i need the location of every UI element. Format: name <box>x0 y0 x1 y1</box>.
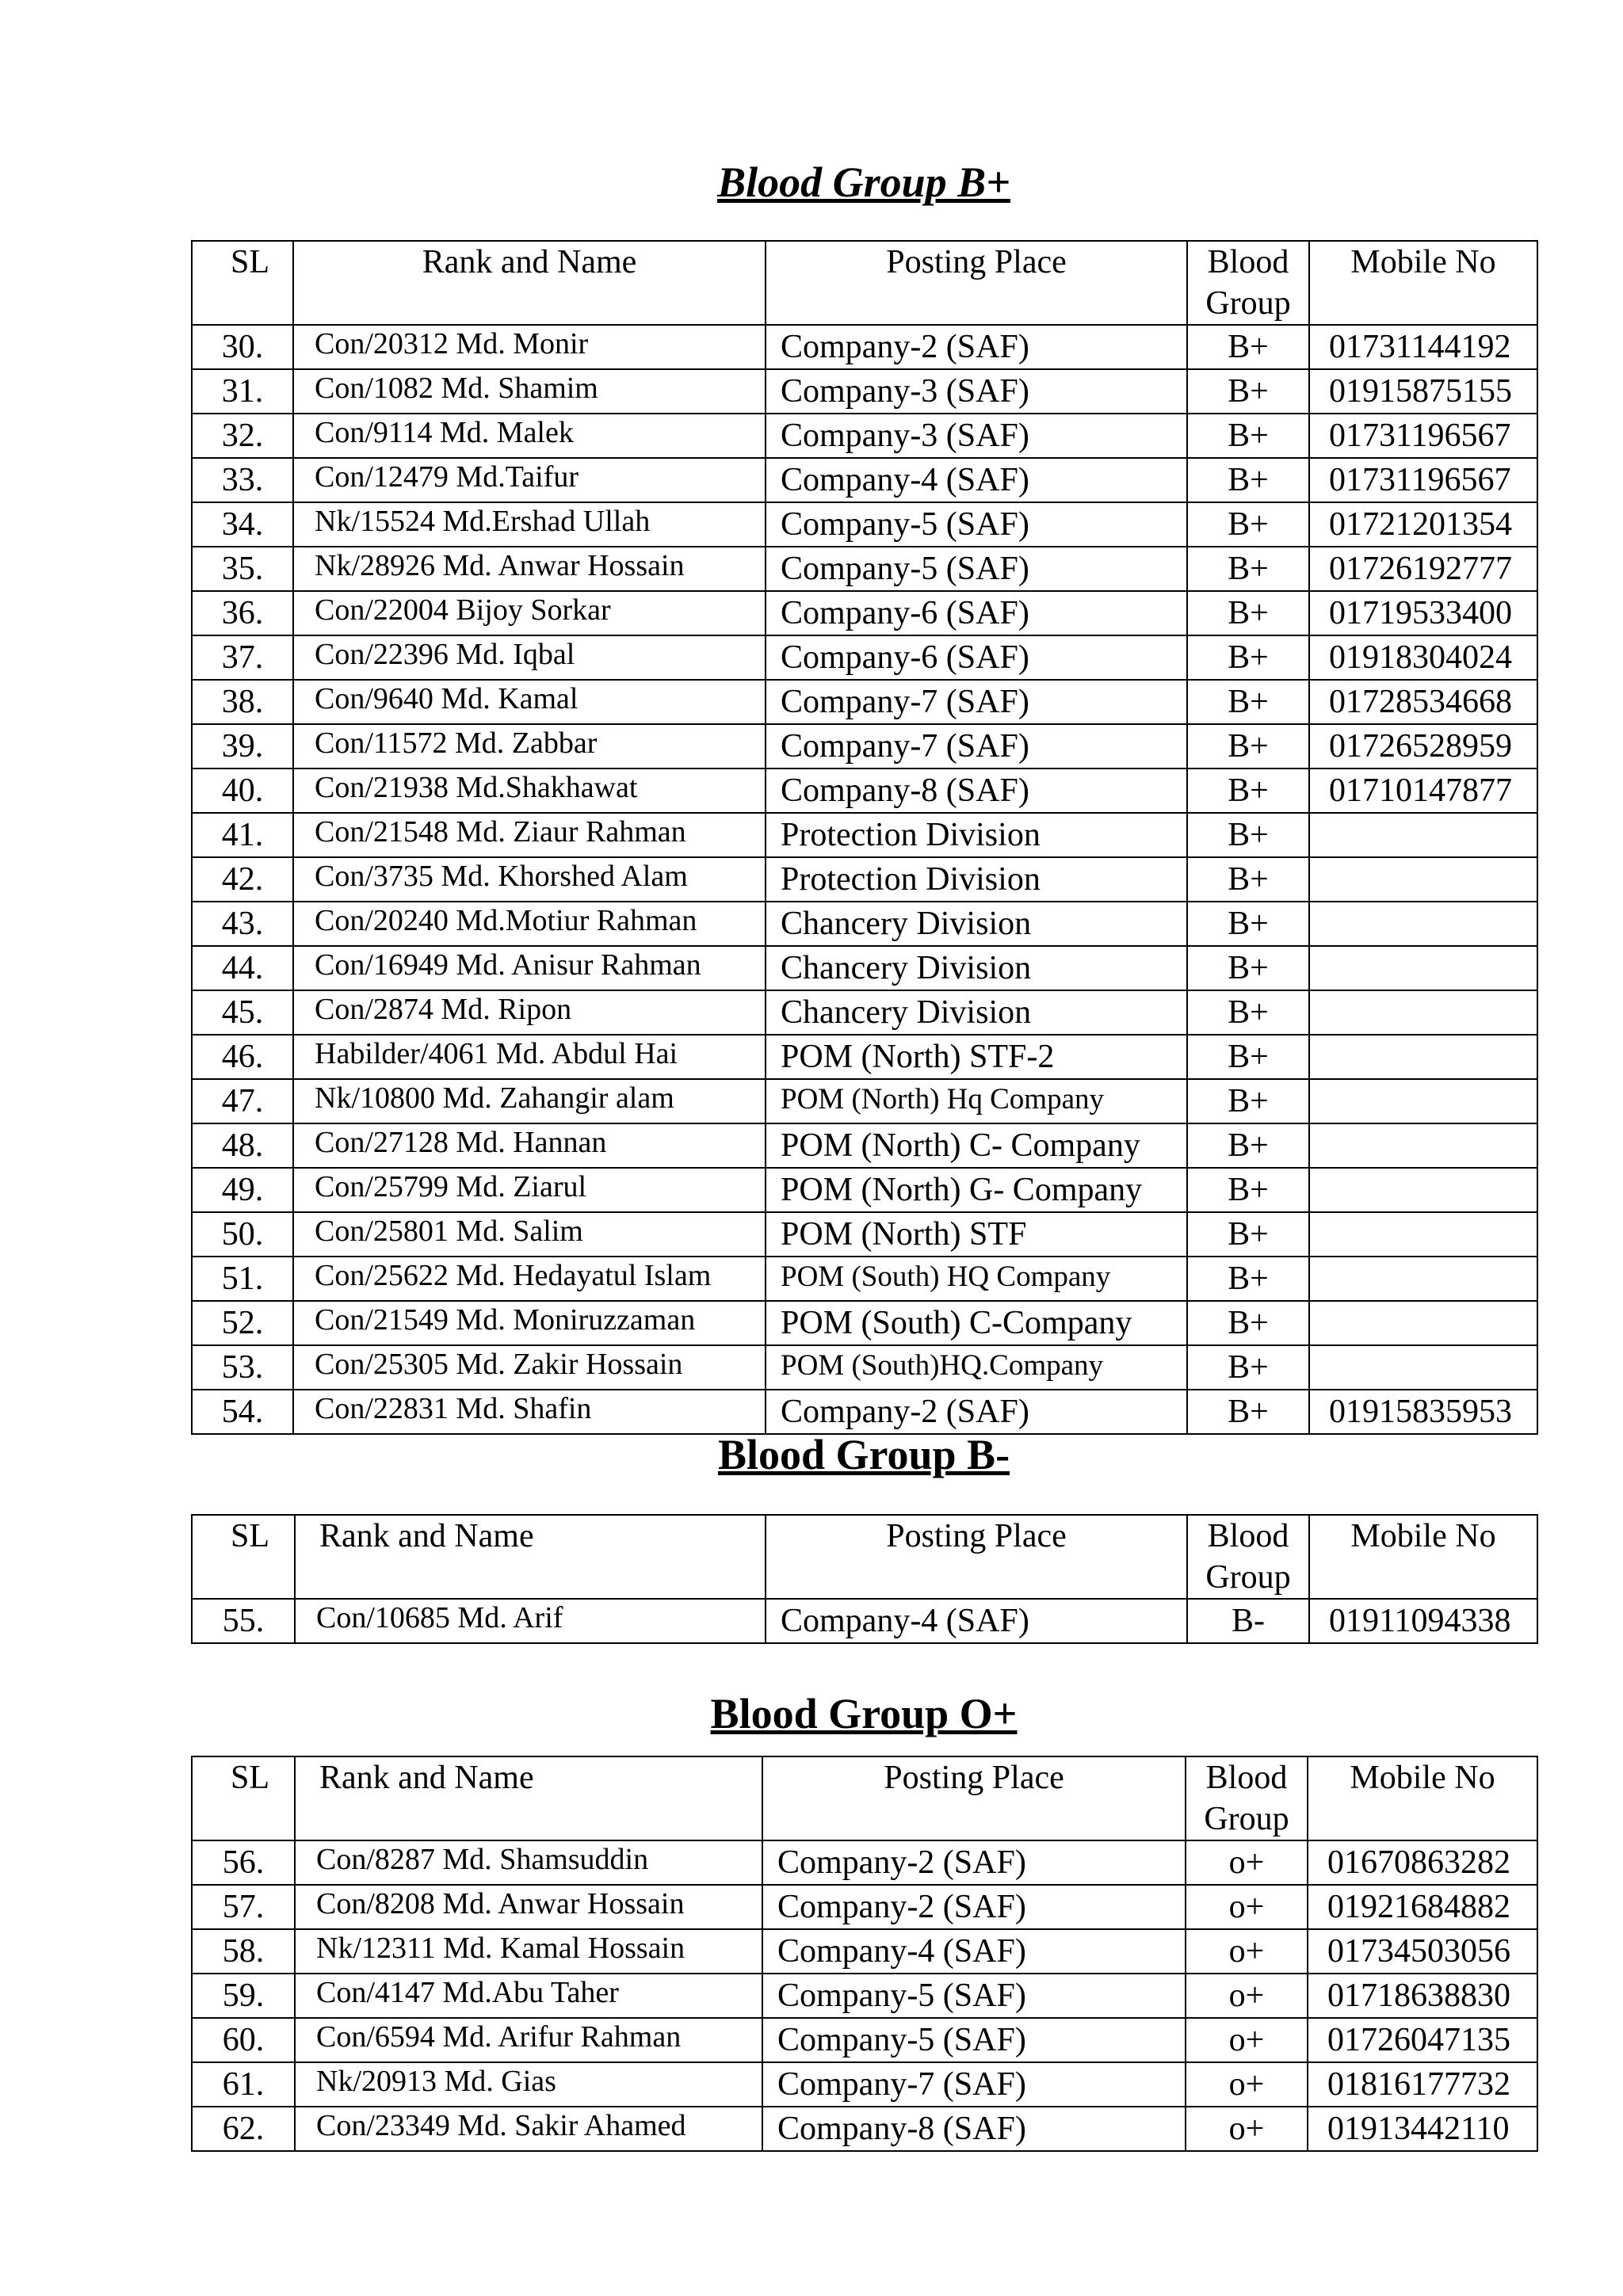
cell-rank-name: Nk/20913 Md. Gias <box>295 2062 762 2107</box>
cell-posting-place: Protection Division <box>766 813 1187 857</box>
cell-sl: 40. <box>192 769 293 813</box>
cell-mobile-no <box>1309 813 1537 857</box>
cell-blood-group: B+ <box>1187 1345 1309 1390</box>
table-b-negative <box>191 1514 1538 1644</box>
table-row <box>192 1301 1537 1345</box>
header-rank-name: Rank and Name <box>293 241 766 325</box>
table-row <box>192 1123 1537 1168</box>
cell-mobile-no: 01913442110 <box>1308 2107 1537 2151</box>
cell-blood-group: B+ <box>1187 1079 1309 1123</box>
cell-rank-name: Con/10685 Md. Arif <box>295 1599 766 1643</box>
table-row <box>192 1212 1537 1257</box>
cell-rank-name: Con/25799 Md. Ziarul <box>293 1168 766 1212</box>
cell-mobile-no: 01728534668 <box>1309 680 1537 724</box>
cell-posting-place: POM (North) STF <box>766 1212 1187 1257</box>
cell-sl: 50. <box>192 1212 293 1257</box>
cell-rank-name: Con/25801 Md. Salim <box>293 1212 766 1257</box>
cell-posting-place: POM (South) C-Company <box>766 1301 1187 1345</box>
cell-posting-place: Company-3 (SAF) <box>766 414 1187 458</box>
table-row <box>192 2018 1537 2062</box>
table-row <box>192 1885 1537 1929</box>
cell-blood-group: B+ <box>1187 325 1309 369</box>
cell-mobile-no: 01731144192 <box>1309 325 1537 369</box>
table-o-positive <box>191 1756 1538 2152</box>
cell-sl: 39. <box>192 724 293 769</box>
cell-blood-group: B+ <box>1187 990 1309 1035</box>
cell-blood-group: B+ <box>1187 902 1309 946</box>
cell-blood-group: B+ <box>1187 414 1309 458</box>
table-row <box>192 1079 1537 1123</box>
header-mobile-no: Mobile No <box>1309 241 1537 325</box>
header-posting-place: Posting Place <box>762 1756 1186 1840</box>
cell-posting-place: Company-5 (SAF) <box>762 2018 1186 2062</box>
cell-blood-group: B+ <box>1187 946 1309 990</box>
cell-sl: 42. <box>192 857 293 902</box>
cell-posting-place: Company-2 (SAF) <box>762 1885 1186 1929</box>
cell-blood-group: B+ <box>1187 1301 1309 1345</box>
cell-sl: 52. <box>192 1301 293 1345</box>
cell-mobile-no <box>1309 1212 1537 1257</box>
cell-posting-place: Company-7 (SAF) <box>766 680 1187 724</box>
cell-blood-group: o+ <box>1186 2018 1308 2062</box>
cell-blood-group: B+ <box>1187 502 1309 547</box>
table-row <box>192 1035 1537 1079</box>
cell-mobile-no: 01726528959 <box>1309 724 1537 769</box>
table-row <box>192 1929 1537 1974</box>
cell-rank-name: Con/9114 Md. Malek <box>293 414 766 458</box>
table-row <box>192 1168 1537 1212</box>
cell-blood-group: o+ <box>1186 2107 1308 2151</box>
cell-sl: 55. <box>192 1599 295 1643</box>
cell-mobile-no: 01731196567 <box>1309 458 1537 502</box>
table-row <box>192 857 1537 902</box>
cell-mobile-no <box>1309 1079 1537 1123</box>
table-row <box>192 902 1537 946</box>
cell-mobile-no <box>1309 1168 1537 1212</box>
cell-sl: 35. <box>192 547 293 591</box>
cell-rank-name: Con/22004 Bijoy Sorkar <box>293 591 766 635</box>
cell-posting-place: Company-7 (SAF) <box>766 724 1187 769</box>
cell-rank-name: Con/25622 Md. Hedayatul Islam <box>293 1257 766 1301</box>
cell-mobile-no: 01918304024 <box>1309 635 1537 680</box>
header-sl: SL <box>192 1756 295 1840</box>
cell-rank-name: Con/1082 Md. Shamim <box>293 369 766 414</box>
cell-mobile-no: 01915875155 <box>1309 369 1537 414</box>
cell-rank-name: Con/4147 Md.Abu Taher <box>295 1974 762 2018</box>
table-row <box>192 1257 1537 1301</box>
cell-sl: 38. <box>192 680 293 724</box>
cell-posting-place: POM (North) STF-2 <box>766 1035 1187 1079</box>
table-row <box>192 547 1537 591</box>
cell-posting-place: Company-2 (SAF) <box>762 1840 1186 1885</box>
header-blood-group: Blood Group <box>1186 1756 1308 1840</box>
cell-rank-name: Con/8208 Md. Anwar Hossain <box>295 1885 762 1929</box>
cell-posting-place: Company-4 (SAF) <box>766 1599 1187 1643</box>
header-rank-name: Rank and Name <box>295 1515 766 1599</box>
cell-posting-place: Company-2 (SAF) <box>766 1390 1187 1434</box>
cell-blood-group: B+ <box>1187 680 1309 724</box>
section-title-b-positive: Blood Group B+ <box>717 158 1010 206</box>
table-row <box>192 635 1537 680</box>
header-mobile-no: Mobile No <box>1309 1515 1537 1599</box>
cell-blood-group: B+ <box>1187 724 1309 769</box>
table-header-row <box>192 1756 1537 1840</box>
cell-rank-name: Con/20240 Md.Motiur Rahman <box>293 902 766 946</box>
cell-sl: 30. <box>192 325 293 369</box>
header-mobile-no: Mobile No <box>1308 1756 1537 1840</box>
cell-mobile-no: 01710147877 <box>1309 769 1537 813</box>
cell-rank-name: Con/2874 Md. Ripon <box>293 990 766 1035</box>
table-row <box>192 2107 1537 2151</box>
cell-rank-name: Con/6594 Md. Arifur Rahman <box>295 2018 762 2062</box>
cell-rank-name: Nk/28926 Md. Anwar Hossain <box>293 547 766 591</box>
cell-sl: 62. <box>192 2107 295 2151</box>
table-header-row <box>192 1515 1537 1599</box>
cell-sl: 43. <box>192 902 293 946</box>
cell-sl: 45. <box>192 990 293 1035</box>
cell-blood-group: B+ <box>1187 1035 1309 1079</box>
cell-sl: 41. <box>192 813 293 857</box>
table-row <box>192 591 1537 635</box>
cell-posting-place: POM (North) C- Company <box>766 1123 1187 1168</box>
cell-posting-place: Company-5 (SAF) <box>766 547 1187 591</box>
cell-sl: 61. <box>192 2062 295 2107</box>
cell-rank-name: Con/16949 Md. Anisur Rahman <box>293 946 766 990</box>
cell-blood-group: B+ <box>1187 547 1309 591</box>
cell-mobile-no: 01726192777 <box>1309 547 1537 591</box>
table-row <box>192 414 1537 458</box>
cell-posting-place: Company-3 (SAF) <box>766 369 1187 414</box>
cell-sl: 44. <box>192 946 293 990</box>
cell-blood-group: B+ <box>1187 458 1309 502</box>
cell-mobile-no: 01734503056 <box>1308 1929 1537 1974</box>
header-posting-place: Posting Place <box>766 241 1187 325</box>
cell-sl: 57. <box>192 1885 295 1929</box>
table-row <box>192 769 1537 813</box>
header-rank-name: Rank and Name <box>295 1756 762 1840</box>
cell-sl: 33. <box>192 458 293 502</box>
cell-sl: 49. <box>192 1168 293 1212</box>
cell-mobile-no <box>1309 1123 1537 1168</box>
cell-rank-name: Con/12479 Md.Taifur <box>293 458 766 502</box>
cell-blood-group: o+ <box>1186 1840 1308 1885</box>
cell-sl: 34. <box>192 502 293 547</box>
cell-mobile-no: 01670863282 <box>1308 1840 1537 1885</box>
cell-sl: 31. <box>192 369 293 414</box>
table-row <box>192 946 1537 990</box>
cell-rank-name: Con/21938 Md.Shakhawat <box>293 769 766 813</box>
cell-blood-group: B+ <box>1187 1390 1309 1434</box>
cell-sl: 58. <box>192 1929 295 1974</box>
header-posting-place: Posting Place <box>766 1515 1187 1599</box>
cell-rank-name: Nk/10800 Md. Zahangir alam <box>293 1079 766 1123</box>
cell-sl: 37. <box>192 635 293 680</box>
cell-posting-place: POM (South) HQ Company <box>766 1257 1187 1301</box>
cell-rank-name: Con/20312 Md. Monir <box>293 325 766 369</box>
cell-blood-group: o+ <box>1186 2062 1308 2107</box>
section-title-o-positive: Blood Group O+ <box>710 1690 1018 1737</box>
cell-blood-group: B+ <box>1187 591 1309 635</box>
cell-blood-group: B+ <box>1187 635 1309 680</box>
cell-sl: 54. <box>192 1390 293 1434</box>
cell-rank-name: Con/9640 Md. Kamal <box>293 680 766 724</box>
cell-sl: 47. <box>192 1079 293 1123</box>
cell-mobile-no: 01731196567 <box>1309 414 1537 458</box>
table-row <box>192 1345 1537 1390</box>
cell-mobile-no: 01721201354 <box>1309 502 1537 547</box>
cell-mobile-no: 01726047135 <box>1308 2018 1537 2062</box>
cell-posting-place: Chancery Division <box>766 902 1187 946</box>
cell-mobile-no: 01719533400 <box>1309 591 1537 635</box>
table-row <box>192 502 1537 547</box>
cell-sl: 36. <box>192 591 293 635</box>
cell-posting-place: Company-2 (SAF) <box>766 325 1187 369</box>
cell-blood-group: o+ <box>1186 1885 1308 1929</box>
header-sl: SL <box>192 241 293 325</box>
cell-mobile-no <box>1309 990 1537 1035</box>
table-row <box>192 813 1537 857</box>
cell-rank-name: Con/22831 Md. Shafin <box>293 1390 766 1434</box>
cell-sl: 59. <box>192 1974 295 2018</box>
cell-posting-place: Company-5 (SAF) <box>762 1974 1186 2018</box>
cell-posting-place: Chancery Division <box>766 990 1187 1035</box>
table-header-row <box>192 241 1537 325</box>
cell-blood-group: B+ <box>1187 813 1309 857</box>
cell-posting-place: POM (North) Hq Company <box>766 1079 1187 1123</box>
cell-sl: 32. <box>192 414 293 458</box>
table-row <box>192 1840 1537 1885</box>
table-row <box>192 990 1537 1035</box>
cell-rank-name: Nk/15524 Md.Ershad Ullah <box>293 502 766 547</box>
cell-mobile-no: 01915835953 <box>1309 1390 1537 1434</box>
header-blood-group: Blood Group <box>1187 241 1309 325</box>
cell-posting-place: Company-8 (SAF) <box>762 2107 1186 2151</box>
cell-posting-place: Company-4 (SAF) <box>766 458 1187 502</box>
cell-blood-group: o+ <box>1186 1974 1308 2018</box>
cell-blood-group: B+ <box>1187 1257 1309 1301</box>
cell-blood-group: B+ <box>1187 857 1309 902</box>
table-row <box>192 325 1537 369</box>
cell-posting-place: Company-7 (SAF) <box>762 2062 1186 2107</box>
cell-sl: 48. <box>192 1123 293 1168</box>
cell-rank-name: Nk/12311 Md. Kamal Hossain <box>295 1929 762 1974</box>
cell-blood-group: o+ <box>1186 1929 1308 1974</box>
table-row <box>192 1390 1537 1434</box>
cell-sl: 53. <box>192 1345 293 1390</box>
cell-mobile-no <box>1309 1301 1537 1345</box>
cell-posting-place: POM (South)HQ.Company <box>766 1345 1187 1390</box>
header-sl: SL <box>192 1515 295 1599</box>
cell-mobile-no: 01816177732 <box>1308 2062 1537 2107</box>
cell-blood-group: B+ <box>1187 369 1309 414</box>
cell-blood-group: B+ <box>1187 1212 1309 1257</box>
cell-posting-place: Company-6 (SAF) <box>766 635 1187 680</box>
cell-mobile-no: 01718638830 <box>1308 1974 1537 2018</box>
table-b-positive <box>191 240 1538 1435</box>
table-row <box>192 458 1537 502</box>
cell-posting-place: Company-4 (SAF) <box>762 1929 1186 1974</box>
table-row <box>192 680 1537 724</box>
cell-posting-place: Chancery Division <box>766 946 1187 990</box>
cell-rank-name: Con/8287 Md. Shamsuddin <box>295 1840 762 1885</box>
cell-posting-place: Company-8 (SAF) <box>766 769 1187 813</box>
cell-rank-name: Con/25305 Md. Zakir Hossain <box>293 1345 766 1390</box>
cell-sl: 56. <box>192 1840 295 1885</box>
cell-rank-name: Habilder/4061 Md. Abdul Hai <box>293 1035 766 1079</box>
section-title-b-negative: Blood Group B- <box>717 1431 1010 1478</box>
cell-sl: 46. <box>192 1035 293 1079</box>
cell-mobile-no <box>1309 946 1537 990</box>
cell-rank-name: Con/27128 Md. Hannan <box>293 1123 766 1168</box>
cell-posting-place: POM (North) G- Company <box>766 1168 1187 1212</box>
cell-rank-name: Con/3735 Md. Khorshed Alam <box>293 857 766 902</box>
table-row <box>192 724 1537 769</box>
cell-blood-group: B+ <box>1187 769 1309 813</box>
cell-rank-name: Con/11572 Md. Zabbar <box>293 724 766 769</box>
cell-blood-group: B+ <box>1187 1123 1309 1168</box>
table-row <box>192 369 1537 414</box>
cell-mobile-no <box>1309 1035 1537 1079</box>
cell-rank-name: Con/21549 Md. Moniruzzaman <box>293 1301 766 1345</box>
cell-rank-name: Con/22396 Md. Iqbal <box>293 635 766 680</box>
cell-mobile-no <box>1309 902 1537 946</box>
cell-mobile-no <box>1309 857 1537 902</box>
cell-blood-group: B+ <box>1187 1168 1309 1212</box>
table-row <box>192 1599 1537 1643</box>
cell-posting-place: Company-6 (SAF) <box>766 591 1187 635</box>
table-row <box>192 1974 1537 2018</box>
cell-sl: 60. <box>192 2018 295 2062</box>
cell-sl: 51. <box>192 1257 293 1301</box>
cell-mobile-no: 01921684882 <box>1308 1885 1537 1929</box>
cell-blood-group: B- <box>1187 1599 1309 1643</box>
cell-rank-name: Con/21548 Md. Ziaur Rahman <box>293 813 766 857</box>
table-row <box>192 2062 1537 2107</box>
cell-posting-place: Protection Division <box>766 857 1187 902</box>
header-blood-group: Blood Group <box>1187 1515 1309 1599</box>
cell-mobile-no <box>1309 1345 1537 1390</box>
cell-rank-name: Con/23349 Md. Sakir Ahamed <box>295 2107 762 2151</box>
cell-mobile-no <box>1309 1257 1537 1301</box>
cell-mobile-no: 01911094338 <box>1309 1599 1537 1643</box>
cell-posting-place: Company-5 (SAF) <box>766 502 1187 547</box>
